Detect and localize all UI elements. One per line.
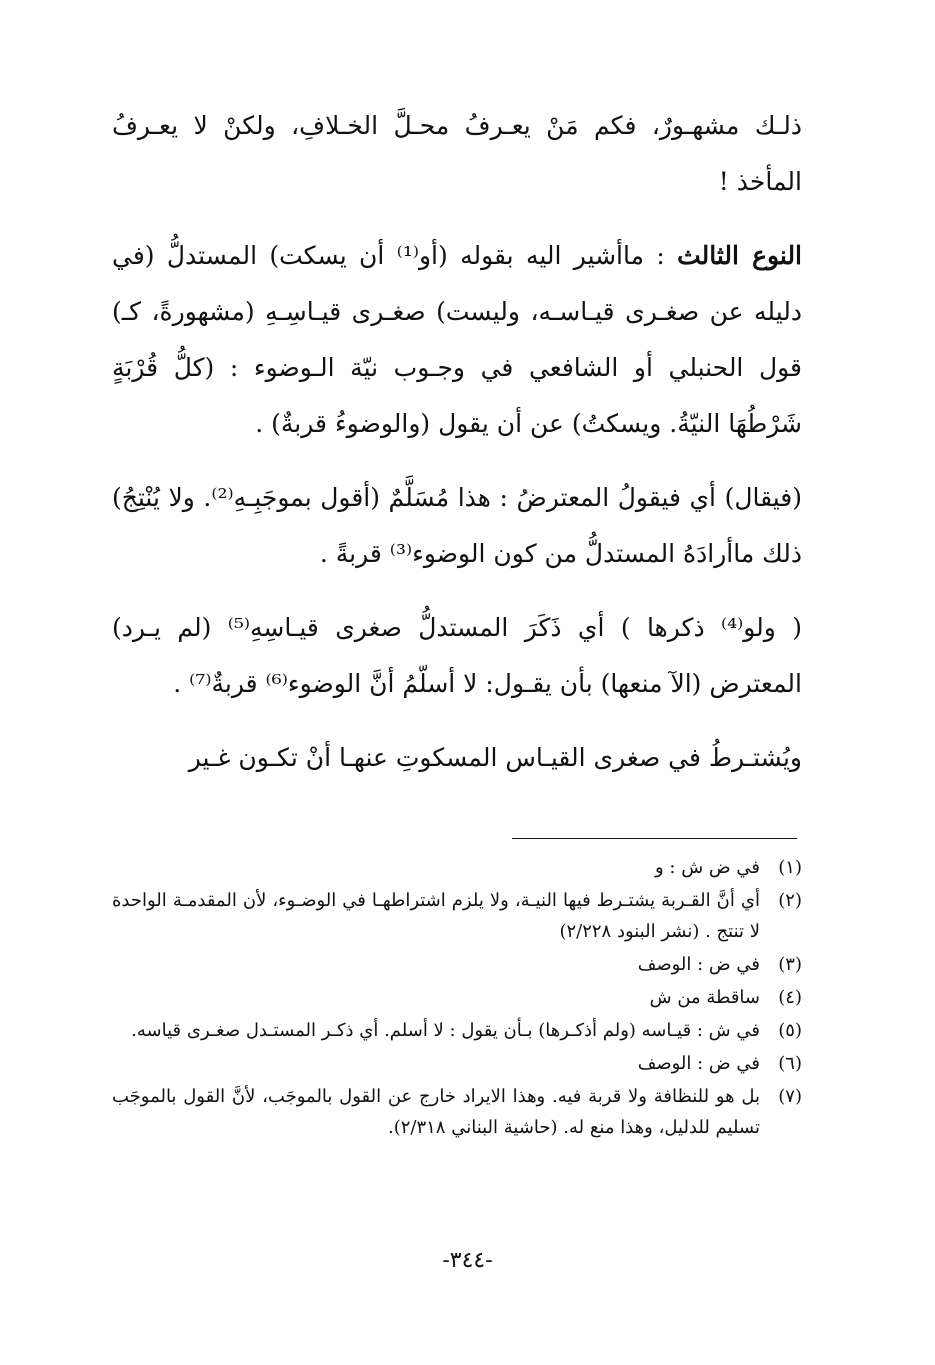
paragraph-text: ويُشتـرطُ في صغرى القيـاس المسكوتِ عنهـا أنْ تكـون غـير	[188, 743, 802, 772]
footnote-item	[112, 1015, 802, 1046]
footnote-item	[112, 1048, 802, 1079]
footnote-item	[112, 949, 802, 980]
footnote-item	[112, 852, 802, 883]
main-text	[112, 98, 802, 786]
footnote-text: في ش : قيـاسه (ولم أذكـرها) بـأن يقول : لا أسلم. أي ذكـر المستـدل صغـرى قياسه.	[131, 1020, 760, 1041]
footnote-text: بل هو للنظافة ولا قربة فيه. وهذا الايراد خارج عن القول بالموجَب، لأنَّ القول بالموجَب تسليم للدليل، وهذا منع له. (حاشية البناني ٢/٣١٨).	[112, 1086, 760, 1138]
paragraph-text: ذلـك مشهـورٌ، فكم مَنْ يعـرفُ محـلَّ الخـلافِ، ولكنْ لا يعـرفُ المأخذ !	[112, 111, 802, 196]
footnote-number: (٧)	[778, 1086, 802, 1107]
footnote-number: (٣)	[778, 954, 802, 975]
footnote-number: (١)	[778, 857, 802, 878]
paragraph-5	[112, 730, 802, 786]
footnote-number: (٦)	[778, 1053, 802, 1074]
footnotes-list	[112, 850, 802, 1145]
paragraph-label: النوع الثالث	[677, 241, 803, 270]
paragraph-text: (فيقال) أي فيقولُ المعترضُ : هذا مُسَلَّمٌ (أقول بموجَبِـهِ⁽²⁾. ولا يُنْتِجُ) ذلك ماأرادَهُ المستدلُّ من كون الوضوء⁽³⁾ قربةً .	[112, 483, 802, 568]
footnote-text: ساقطة من ش	[649, 987, 760, 1008]
paragraph-text: ( ولو⁽⁴⁾ ذكرها ) أي ذَكَرَ المستدلُّ صغرى قيـاسِهِ⁽⁵⁾ (لم يـرد) المعترض (الآ منعها) بأن يقـول: لا أسلّمُ أنَّ الوضوء⁽⁶⁾ قربةٌ⁽⁷⁾ .	[112, 613, 802, 698]
footnote-item	[112, 885, 802, 947]
paragraph-2	[112, 228, 802, 452]
paragraph-1	[112, 98, 802, 210]
paragraph-text: : ماأشير اليه بقوله (أو⁽¹⁾ أن يسكت) المستدلُّ (في دليله عن صغـرى قيـاسـه، وليست) صغـرى قيـاسِـهِ (مشهورةً، كـ) قول الحنبلي أو الشافعي في وجـوب نيّة الـوضوء : (كلُّ قُرْبَةٍ شَرْطُهَا النيّةُ. ويسكتُ) عن أن يقول (والوضوءُ قربةٌ) .	[112, 241, 802, 438]
footnote-text: في ض ش : و	[655, 857, 760, 878]
footnote-item	[112, 982, 802, 1013]
paragraph-3	[112, 470, 802, 582]
footnote-text: أي أنَّ القـربة يشتـرط فيها النيـة، ولا يلزم اشتراطهـا في الوضـوء، لأن المقدمـة الواحدة لا تنتج . (نشر البنود ٢/٢٢٨)	[112, 890, 760, 942]
footnote-number: (٢)	[778, 890, 802, 911]
footnote-number: (٥)	[778, 1020, 802, 1041]
footnote-text: في ض : الوصف	[637, 1053, 760, 1074]
footnote-item	[112, 1081, 802, 1143]
footnote-divider	[512, 838, 797, 839]
footnote-number: (٤)	[778, 987, 802, 1008]
paragraph-4	[112, 600, 802, 712]
page-number: -٣٤٤-	[442, 1248, 493, 1273]
footnote-text: في ض : الوصف	[637, 954, 760, 975]
